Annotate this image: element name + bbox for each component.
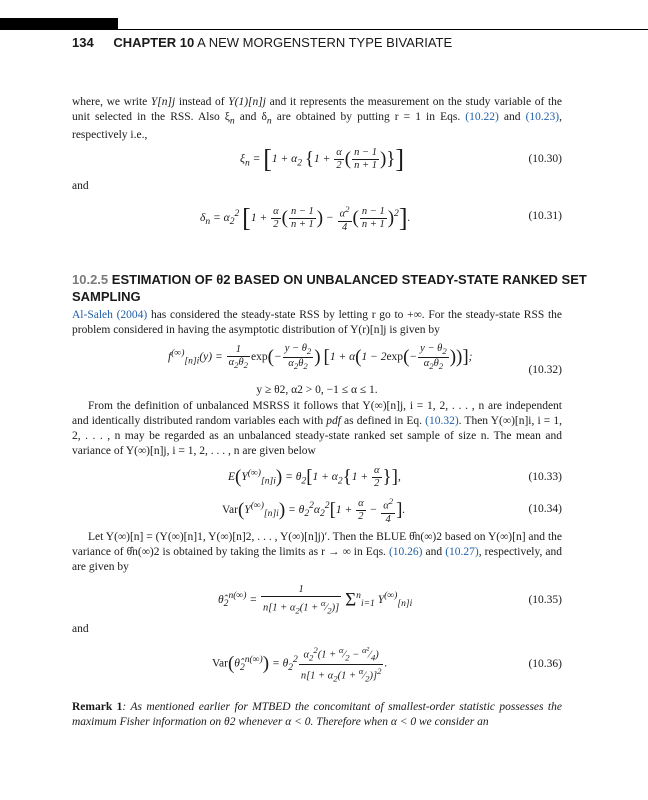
running-header: [72, 35, 452, 50]
remark-label: Remark 1: [72, 701, 123, 713]
equation-number: (10.34): [528, 503, 562, 515]
paragraph-steady-state: Al-Saleh (2004) has considered the steady-state RSS by letting r go to +∞. For the steady-state RSS the problem considered in having the asymptotic distribution of Y(r)[n]j is given by: [72, 309, 562, 336]
equation-10-32: $f^{(\infty)}_{[n]i}(y)$ = $\frac{1}{\alpha_2\theta_2}$ exp(− $\frac{y - \theta_2}{\alpha_2\theta_2}$ ) [1 + α(1 − 2exp(− $\frac{y - \theta_2}{\alpha_2\theta_2}$ ))]; (10.32): [168, 343, 562, 376]
equation-10-33: $E(Y^{(\infty)}_{[n]i}) = \theta_2[1 + \alpha_2\{1$ + $\frac{\alpha}{2}$ }], (10.33): [228, 465, 562, 489]
paragraph-msrss: From the definition of unbalanced MSRSS it follows that Y(∞)[n]j, i = 1, 2, . . . , n are independent and identically distributed random variables each with pdf as defined in Eq. (10.32). Then Y(∞)[n]i, i = 1, 2, . . . , n may be regarded as an unbalanced steady-state ranked set sample of size n. The mean and variance of Y(∞)[n]j, i = 1, 2, . . . , n are given below: [72, 400, 562, 457]
equation-link-10-27[interactable]: (10.27): [445, 546, 479, 558]
equation-link-10-26[interactable]: (10.26): [388, 546, 423, 558]
equation-conditions: y ≥ θ2, α2 > 0, −1 ≤ α ≤ 1.: [256, 384, 378, 396]
equation-number: (10.31): [528, 210, 562, 222]
intro-paragraph: where, we write Y[n]j instead of Y(1)[n]j and it represents the measurement on the study variable of the unit selected in the RSS. Also $\xi_n$ and $\delta_n$ are obtained by putting r = 1 in Eqs. (10.22) and (10.23), respectively i.e.,: [72, 96, 562, 142]
chapter-label: CHAPTER 10: [113, 35, 195, 50]
chapter-title: A NEW MORGENSTERN TYPE BIVARIATE: [197, 35, 453, 50]
equation-number: (10.30): [528, 153, 562, 165]
citation-link-al-saleh[interactable]: Al-Saleh (2004): [72, 309, 148, 321]
equation-10-35: $\thetâ_2^{n(\infty)}$ = $\frac{1}{n[1 + \alpha_2(1 + ^\alpha⁄_2)]}$ $\Sigma^n_{i=1}$ $Y^{(\infty)}_{[n]i}$ (10.35): [218, 584, 562, 616]
equation-10-31: $\delta_n = \alpha_2^2$ [1 + $\frac{\alpha}{2}$ ( $\frac{n - 1}{n + 1}$ ) − $\frac{\alpha^2}{4}$ ( $\frac{n - 1}{n + 1}$ )$^2$]. (10.31): [200, 203, 562, 233]
connector-and: and: [72, 623, 89, 635]
equation-link-10-32[interactable]: (10.32): [425, 415, 459, 427]
symbol-y1-nj: Y(1)[n]j: [228, 96, 266, 108]
header-rule: [0, 29, 648, 30]
equation-10-34: $Var(Y^{(\infty)}_{[n]i}) = \theta_2^2\alpha_2^2[1$ + $\frac{\alpha}{2}$ − $\frac{\alpha^2}{4}$ ]. (10.34): [222, 496, 562, 525]
section-number: 10.2.5: [72, 272, 109, 287]
section-heading: [72, 271, 648, 305]
page-number: 134: [72, 35, 94, 50]
symbol-y-nj: Y[n]j: [150, 96, 176, 108]
equation-number: (10.36): [528, 658, 562, 670]
equation-link-10-22[interactable]: (10.22): [465, 111, 499, 123]
equation-number: (10.35): [528, 594, 562, 606]
remark-paragraph: Remark 1: As mentioned earlier for MTBED the concomitant of smallest-order statistic possesses the maximum Fisher information on θ2 whenever α < 0. Therefore when α < 0 we consider an: [72, 701, 562, 728]
equation-10-36: $Var(\thetâ_2^{n(\infty)}) = \theta_2^2$ $\frac{\alpha_2^2(1 + ^\alpha⁄_2 - ^{\alpha^2}⁄_4)}{n[1 + \alpha_2(1 + ^\alpha⁄_2)]^2}$ . (10.36): [212, 645, 562, 684]
equation-10-30: $\xi_n = [1 + \alpha_2$ {1 + $\frac{\alpha}{2}$ ( $\frac{n - 1}{n + 1}$ )}] (10.30): [240, 144, 562, 174]
equation-link-10-23[interactable]: (10.23): [525, 111, 560, 123]
equation-number: (10.33): [528, 471, 562, 483]
section-title: ESTIMATION OF θ2 BASED ON UNBALANCED STEADY-STATE RANKED SET SAMPLING: [72, 272, 587, 304]
equation-number: (10.32): [528, 364, 562, 376]
paragraph-blue: Let Y(∞)[n] = (Y(∞)[n]1, Y(∞)[n]2, . . . , Y(∞)[n]j)′. Then the BLUE θ̂n(∞)2 based on Y(∞)[n] and the variance of θ̂n(∞)2 is obtained by taking the limits as r → ∞ in Eqs. (10.26) and (10.27), respectively, and are given by: [72, 531, 563, 573]
connector-and: and: [72, 180, 89, 192]
